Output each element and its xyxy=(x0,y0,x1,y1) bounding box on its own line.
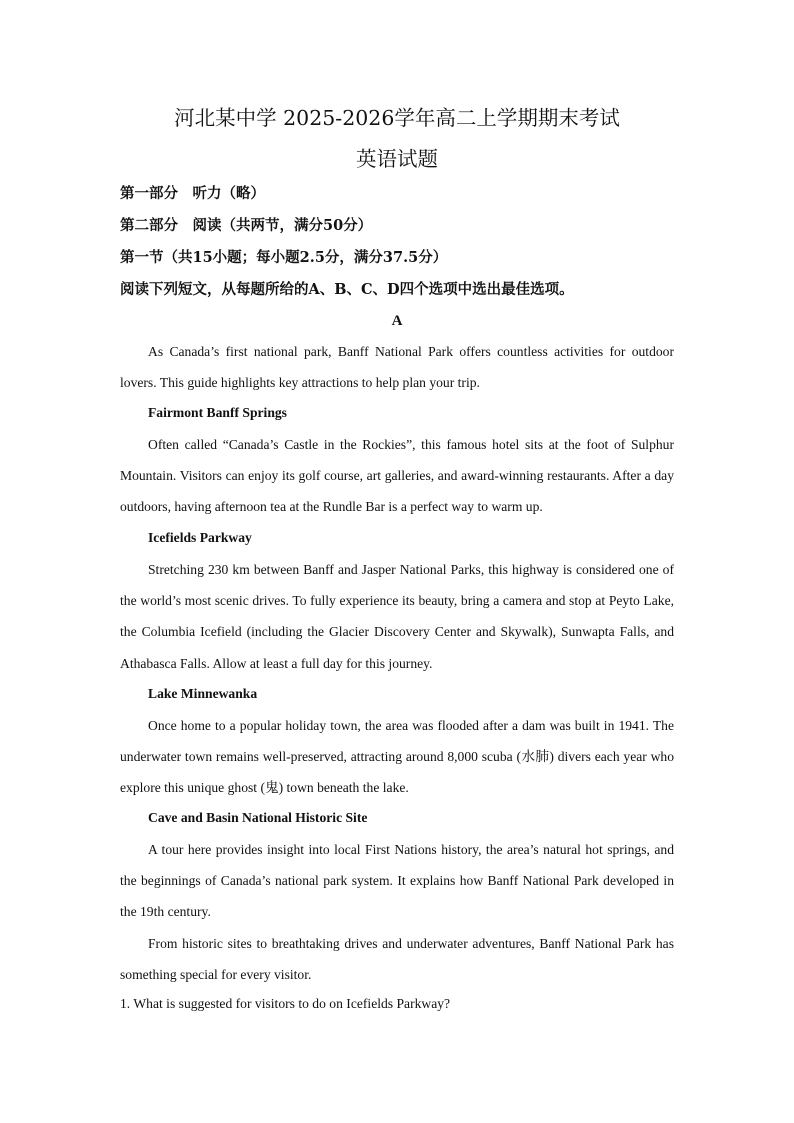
passage-closing: From historic sites to breathtaking drives and underwater adventures, Banff National Park has something special for every visitor. xyxy=(120,936,674,983)
instruction-line: 阅读下列短文，从每题所给的A、B、C、D四个选项中选出最佳选项。 xyxy=(120,281,574,298)
item-heading-cave-basin: Cave and Basin National Historic Site xyxy=(148,810,368,825)
section1-heading: 第一节（共15小题；每小题2.5分，满分37.5分） xyxy=(120,249,448,266)
passage-intro: As Canada’s first national park, Banff National Park offers countless activities for outdoor lovers. This guide highlights key attractions to help plan your trip. xyxy=(120,344,674,391)
item-text-cave-basin: A tour here provides insight into local First Nations history, the area’s natural hot springs, and the beginnings of Canada’s national park system. It explains how Banff National Park developed in the 19th century. xyxy=(120,842,674,920)
passage-letter: A xyxy=(391,313,403,329)
exam-subtitle: 英语试题 xyxy=(356,147,438,171)
item-heading-fairmont: Fairmont Banff Springs xyxy=(148,405,287,420)
item-heading-icefields: Icefields Parkway xyxy=(148,530,252,545)
exam-title: 河北某中学 2025-2026学年高二上学期期末考试 xyxy=(174,106,620,130)
item-text-minnewanka: Once home to a popular holiday town, the area was flooded after a dam was built in 1941. The underwater town remains well-preserved, attracting around 8,000 scuba (水肺) divers each year who explore this unique ghost (鬼) town beneath the lake. xyxy=(120,718,674,796)
item-heading-minnewanka: Lake Minnewanka xyxy=(148,686,258,701)
question-1: 1. What is suggested for visitors to do on Icefields Parkway? xyxy=(120,996,451,1011)
part2-heading: 第二部分 阅读（共两节，满分50分） xyxy=(120,217,373,234)
item-text-fairmont: Often called “Canada’s Castle in the Rockies”, this famous hotel sits at the foot of Sulphur Mountain. Visitors can enjoy its golf course, art galleries, and award-winning restaurants. After a day outdoors, having afternoon tea at the Rundle Bar is a perfect way to warm up. xyxy=(120,437,674,515)
part1-heading: 第一部分 听力（略） xyxy=(120,185,265,202)
item-text-icefields: Stretching 230 km between Banff and Jasper National Parks, this highway is considered one of the world’s most scenic drives. To fully experience its beauty, bring a camera and stop at Peyto Lake, the Columbia Icefield (including the Glacier Discovery Center and Skywalk), Sunwapta Falls, and Athabasca Falls. Allow at least a full day for this journey. xyxy=(120,562,674,671)
